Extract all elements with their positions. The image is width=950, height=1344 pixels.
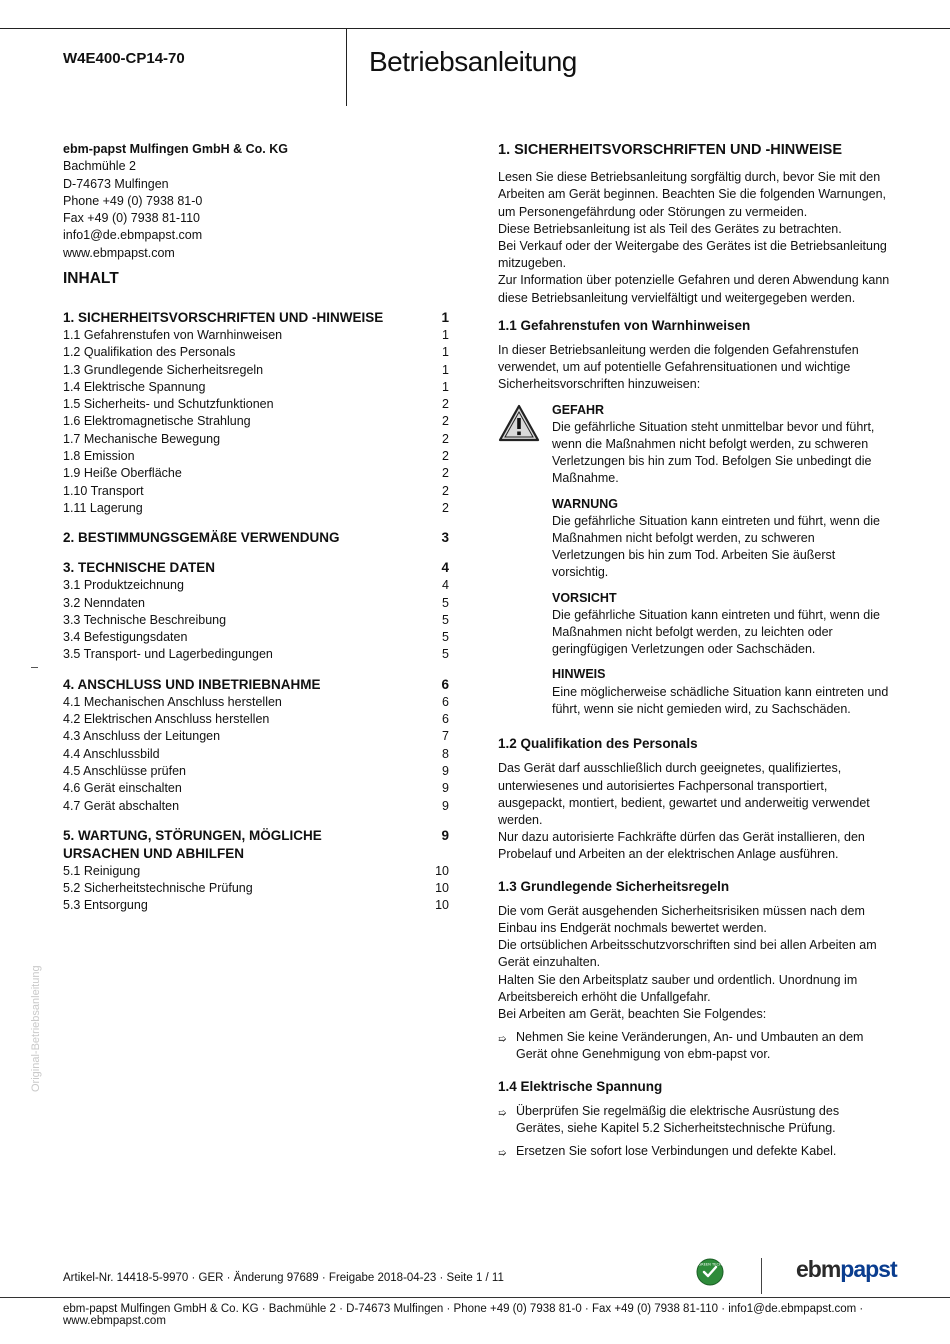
logo-ebm: ebm: [796, 1256, 841, 1282]
toc-page-number: 5: [442, 612, 449, 627]
toc-chapter-label: 4. ANSCHLUSS UND INBETRIEBNAHME: [63, 676, 321, 692]
toc-entry[interactable]: [63, 344, 449, 361]
main-content: [498, 142, 890, 1162]
toc-page-number: 1: [442, 328, 449, 342]
toc-entry-label: 1.1 Gefahrenstufen von Warnhinweisen: [63, 328, 283, 342]
warning-triangle-icon: [498, 402, 552, 726]
toc-entry-label: 4.5 Anschlüsse prüfen: [63, 763, 186, 778]
toc-entry-label: 3.3 Technische Beschreibung: [63, 612, 227, 627]
model-number: W4E400-CP14-70: [63, 50, 185, 67]
toc-entry[interactable]: [63, 694, 449, 711]
toc-entry[interactable]: [63, 863, 449, 880]
header-divider: [346, 28, 347, 106]
toc-page-number: 9: [441, 827, 449, 843]
toc-chapter-label: 1. SICHERHEITSVORSCHRIFTEN UND -HINWEISE: [63, 310, 384, 325]
bullet-text: Ersetzen Sie sofort lose Verbindungen und defekte Kabel.: [516, 1144, 837, 1159]
section-1-3-text: Die ortsüblichen Arbeitsschutzvorschriften sind bei allen Arbeiten am Gerät einzuhalten.: [498, 938, 877, 970]
toc-entry-label: 3.4 Befestigungsdaten: [63, 630, 188, 645]
list-item: [498, 1143, 890, 1162]
toc-page-number: 6: [442, 712, 449, 727]
toc-chapter-label: 5. WARTUNG, STÖRUNGEN, MÖGLICHE URSACHEN UND ABHILFEN: [63, 827, 322, 861]
toc-section: [63, 309, 449, 517]
toc-entry[interactable]: [63, 798, 449, 815]
toc-page-number: 2: [442, 414, 449, 429]
section-1-3-text: Bei Arbeiten am Gerät, beachten Sie Folgendes:: [498, 1006, 767, 1021]
toc-page-number: 1: [442, 345, 449, 360]
toc-entry-label: 1.6 Elektromagnetische Strahlung: [63, 414, 251, 429]
intro-paragraph: Bei Verkauf oder der Weitergabe des Gerätes ist die Betriebsanleitung mitzugeben.: [498, 239, 887, 271]
toc-entry-label: 1.5 Sicherheits- und Schutzfunktionen: [63, 397, 274, 412]
toc-entry[interactable]: [63, 500, 449, 517]
toc-entry-label: 1.4 Elektrische Spannung: [63, 379, 206, 394]
toc-page-number: 9: [442, 798, 449, 813]
toc-entry-label: 5.3 Entsorgung: [63, 898, 148, 913]
section-1-heading: 1. SICHERHEITSVORSCHRIFTEN UND -HINWEISE: [498, 142, 842, 158]
footer-divider: [761, 1258, 762, 1294]
company-address-block: [63, 141, 343, 262]
toc-entry[interactable]: [63, 483, 449, 500]
toc-page-number: 2: [442, 397, 449, 412]
logo-papst: papst: [840, 1256, 897, 1282]
toc-page-number: 1: [442, 379, 449, 394]
list-item: [498, 1103, 890, 1137]
toc-entry-label: 1.10 Transport: [63, 483, 144, 498]
arrow-bullet-icon: ➯: [498, 1034, 507, 1046]
company-website[interactable]: www.ebmpapst.com: [63, 245, 175, 260]
toc-chapter-label: 2. BESTIMMUNGSGEMÄßE VERWENDUNG: [63, 530, 340, 546]
toc-entry[interactable]: [63, 646, 449, 663]
toc-page-number: 6: [442, 694, 449, 709]
toc-section: [63, 559, 449, 663]
toc-entry[interactable]: [63, 431, 449, 448]
toc-entry-label: 5.2 Sicherheitstechnische Prüfung: [63, 881, 253, 896]
toc-chapter[interactable]: [63, 529, 449, 547]
toc-entry[interactable]: [63, 327, 449, 344]
section-1-2-text: Nur dazu autorisierte Fachkräfte dürfen das Gerät installieren, den Probelauf und Arbeiten an der elektrischen Anlage ausführen.: [498, 830, 865, 862]
warning-text-danger: Die gefährliche Situation steht unmittelbar bevor und führt, wenn die Maßnahmen nicht befolgt werden, zu schweren Verletzungen bis hin zum Tod. Befolgen Sie unbedingt die Maßnahme.: [552, 419, 875, 486]
intro-paragraph: Diese Betriebsanleitung ist als Teil des Gerätes zu betrachten.: [498, 221, 842, 236]
toc-chapter[interactable]: [63, 309, 449, 327]
toc-entry-label: 1.3 Grundlegende Sicherheitsregeln: [63, 362, 264, 377]
toc-page-number: 5: [442, 630, 449, 645]
toc-page-number: 1: [442, 362, 449, 377]
toc-entry[interactable]: [63, 577, 449, 594]
toc-page-number: 9: [442, 763, 449, 778]
footer-address: ebm-papst Mulfingen GmbH & Co. KG · Bachmühle 2 · D-74673 Mulfingen · Phone +49 (0) 7938 81-0 · Fax +49 (0) 7938 81-110 · info1@de.ebmpapst.com · www.ebmpapst.com: [63, 1303, 864, 1327]
toc-entry-label: 3.1 Produktzeichnung: [63, 578, 184, 593]
side-label: Original-Betriebsanleitung: [30, 965, 42, 1092]
company-name: ebm-papst Mulfingen GmbH & Co. KG: [63, 142, 288, 156]
toc-entry-label: 1.11 Lagerung: [63, 500, 143, 515]
section-1-3-text: Die vom Gerät ausgehenden Sicherheitsrisiken müssen nach dem Einbau ins Endgerät nochmals bewertet werden.: [498, 903, 865, 935]
toc-page-number: 3: [441, 530, 449, 546]
toc-entry[interactable]: [63, 612, 449, 629]
toc-entry[interactable]: [63, 465, 449, 482]
toc-page-number: 1: [441, 310, 449, 325]
toc-page-number: 2: [442, 449, 449, 464]
toc-section: [63, 529, 449, 547]
toc-page-number: 2: [442, 500, 449, 515]
badge-text: GREEN TECH: [698, 1262, 722, 1267]
toc-chapter-label: 3. TECHNISCHE DATEN: [63, 560, 216, 576]
toc-entry-label: 3.5 Transport- und Lagerbedingungen: [63, 647, 273, 662]
toc-entry-label: 1.9 Heiße Oberfläche: [63, 466, 182, 481]
company-city: D-74673 Mulfingen: [63, 176, 169, 191]
toc-page-number: 5: [442, 595, 449, 610]
table-of-contents: [63, 309, 449, 927]
ebmpapst-logo: [796, 1256, 897, 1283]
toc-entry[interactable]: [63, 629, 449, 646]
warning-list: [552, 402, 890, 726]
toc-page-number: 6: [441, 676, 449, 692]
toc-chapter[interactable]: [63, 676, 449, 694]
toc-page-number: 10: [435, 863, 449, 878]
green-tech-badge-icon: [696, 1258, 724, 1286]
toc-chapter[interactable]: [63, 559, 449, 577]
company-street: Bachmühle 2: [63, 159, 136, 174]
toc-entry[interactable]: [63, 362, 449, 379]
toc-page-number: 10: [435, 898, 449, 913]
toc-page-number: 4: [441, 560, 449, 576]
arrow-bullet-icon: ➯: [498, 1107, 507, 1119]
toc-page-number: 2: [442, 431, 449, 446]
toc-page-number: 8: [442, 746, 449, 761]
company-phone: Phone +49 (0) 7938 81-0: [63, 193, 203, 208]
toc-entry[interactable]: [63, 780, 449, 797]
footer-rule: [0, 1297, 950, 1298]
company-fax: Fax +49 (0) 7938 81-110: [63, 211, 201, 226]
document-title: Betriebsanleitung: [369, 46, 577, 77]
toc-page-number: 2: [442, 483, 449, 498]
toc-entry[interactable]: [63, 763, 449, 780]
bullet-text: Nehmen Sie keine Veränderungen, An- und Umbauten an dem Gerät ohne Genehmigung von ebm-papst vor.: [516, 1030, 864, 1062]
toc-section: [63, 827, 449, 915]
toc-title: INHALT: [63, 270, 119, 287]
toc-entry-label: 4.2 Elektrischen Anschluss herstellen: [63, 712, 270, 727]
footer-article-info: Artikel-Nr. 14418-5-9970 · GER · Änderung 97689 · Freigabe 2018-04-23 · Seite 1 / 11: [63, 1272, 504, 1284]
toc-entry-label: 3.2 Nenndaten: [63, 595, 146, 610]
section-1-1-text: In dieser Betriebsanleitung werden die folgenden Gefahrenstufen verwendet, um auf potentielle Gefahrensituationen und wichtige Sicherheitsvorschriften hinzuweisen:: [498, 343, 859, 392]
warning-title-notice: HINWEIS: [552, 667, 606, 682]
bullet-text: Überprüfen Sie regelmäßig die elektrische Ausrüstung des Gerätes, siehe Kapitel 5.2 Sicherheitstechnische Prüfung.: [516, 1103, 840, 1135]
header-top-rule: [0, 28, 950, 29]
company-email[interactable]: info1@de.ebmpapst.com: [63, 228, 203, 243]
toc-entry[interactable]: [63, 448, 449, 465]
warning-title-caution: VORSICHT: [552, 590, 617, 605]
toc-section: [63, 676, 449, 815]
toc-entry[interactable]: [63, 413, 449, 430]
intro-paragraph: Lesen Sie diese Betriebsanleitung sorgfältig durch, bevor Sie mit den Arbeiten am Gerät beginnen. Beachten Sie die folgenden Warnungen, um Personengefährdung oder Störungen zu vermeiden.: [498, 170, 886, 219]
section-1-4-heading: 1.4 Elektrische Spannung: [498, 1078, 663, 1094]
toc-entry[interactable]: [63, 897, 449, 914]
toc-entry-label: 4.4 Anschlussbild: [63, 746, 160, 761]
section-1-2-text: Das Gerät darf ausschließlich durch geeignetes, qualifiziertes, unterwiesenes und autorisiertes Fachpersonal transportiert, ausgepackt, montiert, bedient, gewartet und anderweitig verwendet werden.: [498, 761, 870, 827]
toc-entry-label: 4.1 Mechanischen Anschluss herstellen: [63, 694, 282, 709]
toc-entry-label: 5.1 Reinigung: [63, 863, 141, 878]
toc-entry-label: 4.3 Anschluss der Leitungen: [63, 729, 221, 744]
section-1-3-heading: 1.3 Grundlegende Sicherheitsregeln: [498, 878, 730, 894]
toc-entry-label: 1.2 Qualifikation des Personals: [63, 345, 236, 360]
toc-entry[interactable]: [63, 379, 449, 396]
intro-paragraph: Zur Information über potenzielle Gefahren und deren Abwendung kann diese Betriebsanleitung vervielfältigt und weitergegeben werden.: [498, 273, 890, 305]
toc-entry[interactable]: [63, 728, 449, 745]
toc-entry[interactable]: [63, 396, 449, 413]
toc-entry-label: 4.7 Gerät abschalten: [63, 798, 180, 813]
toc-page-number: 9: [442, 781, 449, 796]
toc-page-number: 7: [442, 729, 449, 744]
section-1-2-heading: 1.2 Qualifikation des Personals: [498, 736, 698, 752]
toc-entry-label: 4.6 Gerät einschalten: [63, 781, 182, 796]
margin-tick-mark: [31, 667, 38, 668]
toc-page-number: 2: [442, 466, 449, 481]
toc-entry-label: 1.7 Mechanische Bewegung: [63, 431, 221, 446]
warning-levels: [498, 402, 890, 726]
toc-page-number: 10: [435, 881, 449, 896]
section-1-3-text: Halten Sie den Arbeitsplatz sauber und ordentlich. Unordnung im Arbeitsbereich erhöht die Unfallgefahr.: [498, 972, 858, 1004]
warning-text-caution: Die gefährliche Situation kann eintreten und führt, wenn die Maßnahmen nicht befolgt werden, zu leichten oder geringfügigen Verletzungen oder Sachschäden.: [552, 607, 880, 657]
toc-page-number: 4: [442, 578, 449, 593]
toc-entry[interactable]: [63, 711, 449, 728]
section-1-1-heading: 1.1 Gefahrenstufen von Warnhinweisen: [498, 317, 751, 333]
toc-entry-label: 1.8 Emission: [63, 449, 135, 464]
toc-page-number: 5: [442, 647, 449, 662]
list-item: [498, 1029, 890, 1063]
warning-title-danger: GEFAHR: [552, 402, 605, 417]
toc-chapter[interactable]: [63, 827, 449, 863]
arrow-bullet-icon: ➯: [498, 1148, 507, 1160]
toc-entry[interactable]: [63, 880, 449, 897]
toc-entry[interactable]: [63, 746, 449, 763]
toc-entry[interactable]: [63, 595, 449, 612]
warning-text-notice: Eine möglicherweise schädliche Situation kann eintreten und führt, wenn sie nicht gemieden wird, zu Sachschäden.: [552, 684, 889, 716]
warning-text-warning: Die gefährliche Situation kann eintreten und führt, wenn die Maßnahmen nicht befolgt werden, zu schweren Verletzungen bis hin zum Tod. Arbeiten Sie äußerst vorsichtig.: [552, 513, 880, 580]
warning-title-warning: WARNUNG: [552, 496, 618, 511]
